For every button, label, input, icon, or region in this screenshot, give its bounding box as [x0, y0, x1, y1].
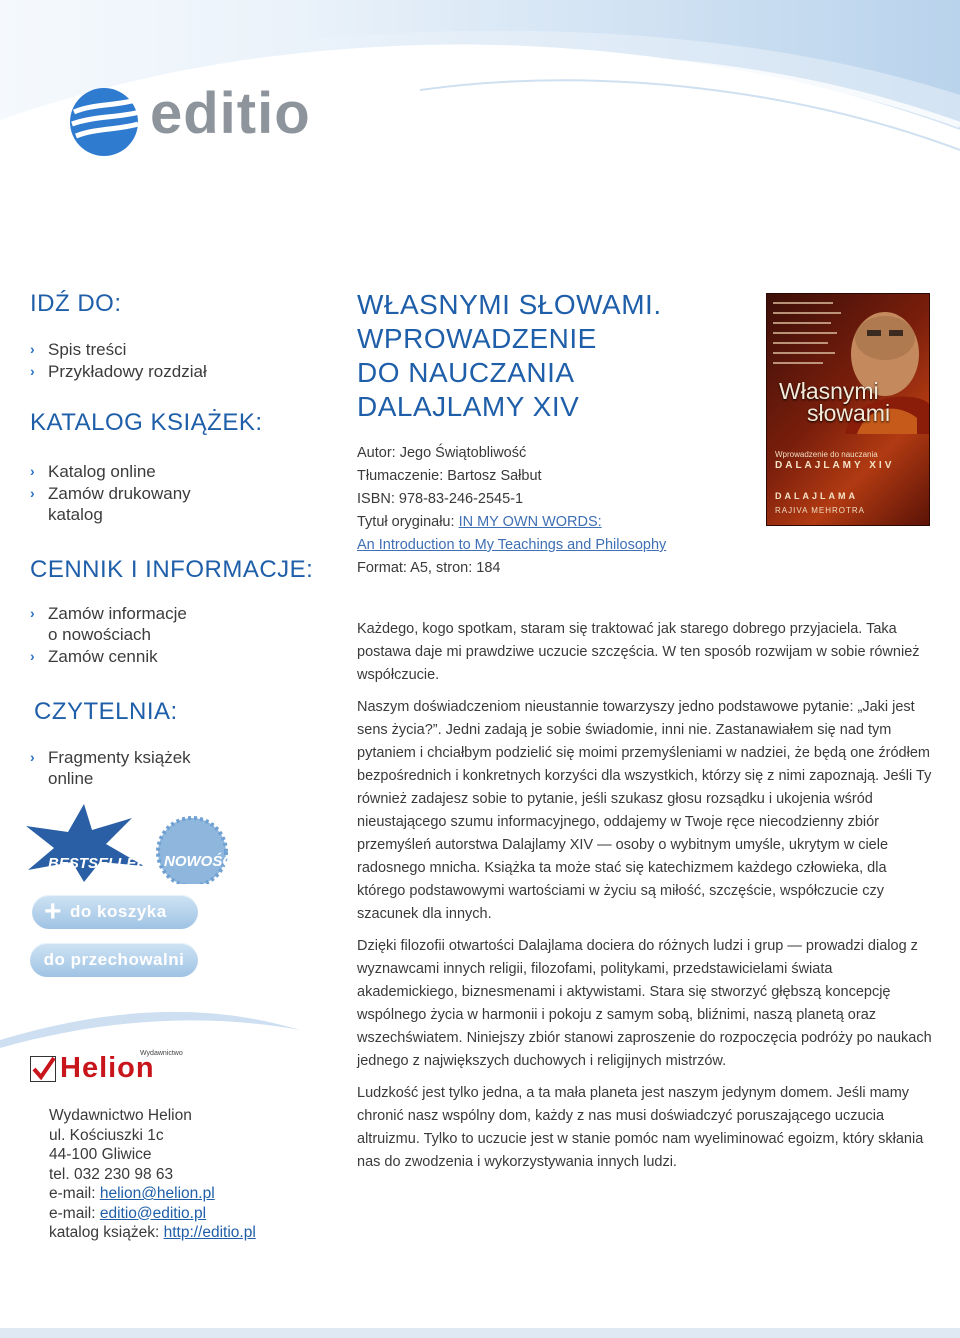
helion-logo-text: Helion [60, 1052, 155, 1084]
description-paragraph: Ludzkość jest tylko jedna, a ta mała planeta jest naszym jedynym domem. Jeśli mamy chronić nasz wspólny dom, każdy z nas musi doświadczyć poruszającego uczucia altruizmu. Tylko to uczucie jest w stanie pomóc nam wyeliminować egoizm, który skłania nas do zwodzenia i wykorzystywania innych ludzi. [357, 1085, 924, 1170]
description-paragraph: Naszym doświadczeniom nieustannie towarzyszy jedno podstawowe pytanie: „Jaki jest sens życia?”. Jedni zadają je sobie świadomie, inni nie. Zastanawiałem się nad tym pytaniem i chciałbym podzielić się moimi przemyśleniami w nadziei, że będą one źródłem bezpośrednich i konkretnych korzyści dla wszystkich, którzy się z nimi zapoznają. Jeśli Ty również zadajesz sobie to pytanie, jeśli szukasz głosu rozsądku i ukojenia wśród nieustającego szumu informacyjnego, oddajemy w Twoje ręce niecodzienny zbiór przemyśleń autorstwa Dalajlamy XIV — osoby o wybitnym umyśle, ukrytym w ciele radosnego mnicha. Książka ta może stać się katechizmem każdego człowieka, dla którego podstawowymi wartościami w życiu są miłość, szczęście, współczucie czy szacunek dla innych. [357, 699, 932, 922]
book-original-title-row [357, 511, 666, 534]
cover-title-line: Własnymi [779, 378, 879, 404]
header-swoosh [0, 0, 960, 250]
contact-email-row [49, 1204, 256, 1224]
book-description [357, 618, 932, 1183]
goto-nav [30, 339, 207, 383]
arrow-icon: › [30, 485, 35, 501]
catalog-label: katalog książek: [49, 1224, 164, 1241]
cover-author-small: DALAJLAMA [775, 491, 858, 501]
arrow-icon: › [30, 463, 35, 479]
bottom-bar [0, 1328, 960, 1338]
arrow-icon: › [30, 648, 35, 664]
reading-heading: CZYTELNIA: [34, 698, 178, 725]
arrow-icon: › [30, 363, 35, 379]
arrow-icon: › [30, 605, 35, 621]
nav-label: Zamów cennik [48, 647, 158, 666]
plus-icon: + [44, 895, 63, 928]
bestseller-badge[interactable] [26, 804, 147, 882]
cover-editor: RAJIVA MEHROTRA [775, 506, 865, 515]
editio-logo[interactable] [70, 81, 311, 163]
book-author: Autor: Jego Świątobliwość [357, 445, 527, 461]
badges [22, 800, 242, 884]
email-helion-link[interactable]: helion@helion.pl [99, 1185, 215, 1202]
nav-order-pricelist[interactable] [30, 646, 220, 667]
email-label: e-mail: [49, 1204, 100, 1222]
cover-author: DALAJLAMY XIV [775, 460, 895, 471]
goto-heading: IDŹ DO: [30, 290, 122, 317]
reading-nav [30, 747, 220, 790]
book-isbn: ISBN: 978-83-246-2545-1 [357, 491, 524, 507]
book-title-line: DALAJLAMY XIV [357, 391, 580, 422]
contact-email-row [49, 1184, 256, 1204]
helion-logo-tag: Wydawnictwo [140, 1050, 183, 1057]
new-label: NOWOŚĆ [164, 853, 234, 870]
nav-label: Zamów drukowany katalog [48, 484, 191, 524]
book-format: Format: A5, stron: 184 [357, 560, 501, 576]
book-cover[interactable] [766, 293, 930, 526]
book-meta [357, 442, 666, 580]
book-title-line: DO NAUCZANIA [357, 357, 575, 388]
cover-subtitle: Wprowadzenie do nauczania [775, 450, 878, 459]
contact-city: 44-100 Gliwice [49, 1146, 152, 1163]
editio-logo-text: editio [150, 81, 311, 146]
book-title-line: WPROWADZENIE [357, 323, 597, 354]
nav-toc[interactable] [30, 339, 207, 360]
pricelist-nav [30, 603, 220, 668]
sidebar-swoosh [0, 990, 300, 1050]
catalog-heading: KATALOG KSIĄŻEK: [30, 409, 263, 436]
nav-book-fragments[interactable] [30, 747, 200, 789]
catalog-url-link[interactable]: http://editio.pl [163, 1224, 256, 1241]
checkmark-icon [30, 1056, 56, 1082]
arrow-icon: › [30, 341, 35, 357]
nav-order-printed-catalog[interactable] [30, 483, 210, 525]
nav-label: Przykładowy rozdział [48, 362, 207, 381]
original-title[interactable]: IN MY OWN WORDS: [458, 514, 602, 530]
nav-catalog-online[interactable] [30, 461, 220, 482]
add-to-cart-button[interactable] [32, 895, 198, 929]
pricelist-heading: CENNIK I INFORMACJE: [30, 556, 314, 583]
original-title-label: Tytuł oryginału: [357, 514, 459, 530]
contact-name: Wydawnictwo Helion [49, 1107, 192, 1124]
bestseller-label: BESTSELLER [48, 855, 148, 872]
add-to-cart-label: do koszyka [70, 902, 167, 921]
nav-label: Zamów informacje o nowościach [48, 604, 187, 644]
contact-phone: tel. 032 230 98 63 [49, 1165, 174, 1183]
arrow-icon: › [30, 749, 35, 765]
cover-title [777, 380, 890, 424]
contact-street: ul. Kościuszki 1c [49, 1126, 164, 1144]
cover-title-line: słowami [807, 400, 891, 426]
editio-logo-icon [70, 86, 142, 158]
helion-logo[interactable] [30, 1052, 190, 1086]
nav-order-news-info[interactable] [30, 603, 200, 645]
description-paragraph: Każdego, kogo spotkam, staram się traktować jak starego dobrego przyjaciela. Taka postawa daje mi prawdziwe uczucie szczęścia. W ten sposób rozwijam w sobie również współczucie. [357, 621, 920, 683]
book-title [357, 288, 662, 424]
book-title-line: WŁASNYMI SŁOWAMI. [357, 289, 662, 320]
description-paragraph: Dzięki filozofii otwartości Dalajlama dociera do różnych ludzi i grup — prowadzi dialog z wyznawcami innych religii, filozofami, politykami, przedstawicielami świata akademickiego, biznesmenami i aktywistami. Stara się stworzyć głębszą koncepcję wspólnego życia w harmonii i pokoju z samym sobą, bliźnimi, naszą planetą oraz wszechświatem. Niniejszy zbiór stanowi zaproszenie do rozpoczęcia podróży po naukach jednego z największych duchowych i religijnych mistrzów. [357, 938, 932, 1069]
nav-label: Fragmenty książek online [48, 748, 191, 788]
catalog-nav [30, 461, 220, 526]
email-editio-link[interactable]: editio@editio.pl [99, 1204, 207, 1222]
email-label: e-mail: [49, 1185, 100, 1202]
nav-label: Spis treści [48, 340, 127, 359]
contact-block [49, 1106, 256, 1243]
contact-catalog-row [49, 1223, 256, 1243]
original-subtitle[interactable]: An Introduction to My Teachings and Philosophy [357, 537, 667, 553]
add-to-storage-button[interactable] [30, 943, 198, 977]
nav-label: Katalog online [48, 462, 156, 481]
add-to-storage-label: do przechowalni [43, 950, 185, 969]
nav-sample-chapter[interactable] [30, 361, 207, 382]
new-badge[interactable] [158, 818, 234, 884]
book-translator: Tłumaczenie: Bartosz Sałbut [357, 468, 542, 484]
